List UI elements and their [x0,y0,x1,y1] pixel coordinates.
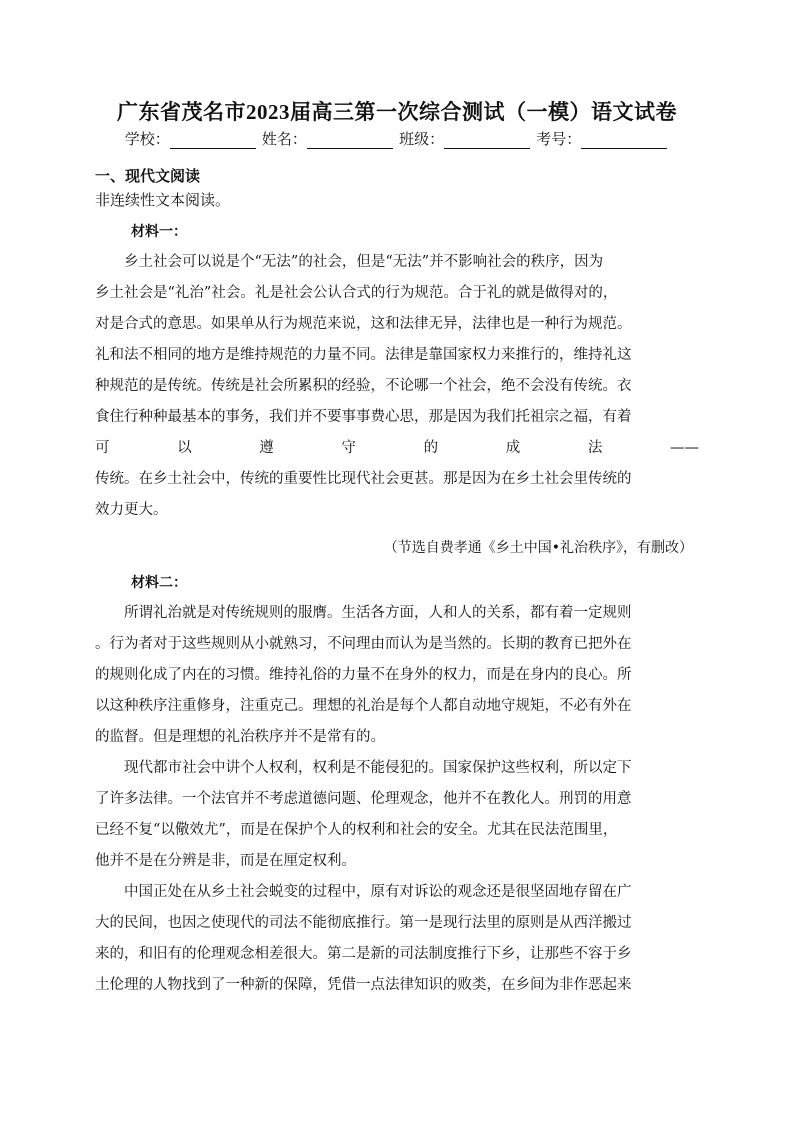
text-line: 中国正处在从乡土社会蜕变的过程中，原有对诉讼的观念还是很坚固地存留在广 [95,884,632,900]
text-line: 效力更大。 [95,502,168,518]
school-label: 学校： [124,131,170,148]
class-blank[interactable] [444,132,530,149]
text-line: 乡土社会可以说是个“无法”的社会，但是“无法”并不影响社会的秩序，因为 [95,254,604,270]
section-instruction: 非连续性文本阅读。 [95,192,231,209]
text-line: 乡土社会是“礼治”社会。礼是社会公认合式的行为规范。合于礼的就是做得对的， [95,285,618,301]
material1-source: （节选自费孝通《乡土中国•礼治秩序》，有删改） [383,540,693,556]
text-line: 。行为者对于这些规则从小就熟习，不问理由而认为是当然的。长期的教育已把外在 [95,636,632,652]
name-label: 姓名： [261,131,307,148]
exam-title: 广东省茂名市2023届高三第一次综合测试（一模）语文试卷 [117,100,677,124]
student-info-line [0,128,794,149]
name-blank[interactable] [307,132,393,149]
text-line: 以这种秩序注重修身，注重克己。理想的礼治是每个人都自动地守规矩，不必有外在 [95,698,632,714]
text-line: 种规范的是传统。传统是社会所累积的经验，不论哪一个社会，绝不会没有传统。衣 [95,378,632,394]
class-label: 班级： [399,131,445,148]
text-line: 他并不是在分辨是非，而是在厘定权利。 [95,853,356,869]
text-line: 现代都市社会中讲个人权利，权利是不能侵犯的。国家保护这些权利，所以定下 [95,760,632,776]
school-blank[interactable] [170,132,256,149]
text-line: 所谓礼治就是对传统规则的服膺。生活各方面，人和人的关系，都有着一定规则 [95,605,632,621]
text-line: 大的民间，也因之使现代的司法不能彻底推行。第一是现行法里的原则是从西洋搬过 [95,915,632,931]
exam-number-blank[interactable] [581,132,667,149]
material1-label: 材料一： [131,224,187,240]
text-line: 土伦理的人物找到了一种新的保障，凭借一点法律知识的败类，在乡间为非作恶起来 [95,977,632,993]
text-line: 来的，和旧有的伦理观念相差很大。第二是新的司法制度推行下乡，让那些不容于乡 [95,946,632,962]
material2-label: 材料二： [131,575,187,591]
text-line-justified: 可以遵守的成法—— [95,440,699,456]
text-line: 传统。在乡土社会中，传统的重要性比现代社会更甚。那是因为在乡土社会里传统的 [95,471,632,487]
text-line: 礼和法不相同的地方是维持规范的力量不同。法律是靠国家权力来推行的，维持礼这 [95,347,632,363]
section-heading: 一、现代文阅读 [95,168,201,185]
text-line: 了许多法律。一个法官并不考虑道德问题、伦理观念，他并不在教化人。刑罚的用意 [95,791,632,807]
text-line: 已经不复“以儆效尤”，而是在保护个人的权利和社会的安全。尤其在民法范围里， [95,822,618,838]
exam-number-label: 考号： [536,131,582,148]
text-line: 对是合式的意思。如果单从行为规范来说，这和法律无异，法律也是一种行为规范。 [95,316,632,332]
text-line: 的规则化成了内在的习惯。维持礼俗的力量不在身外的权力，而是在身内的良心。所 [95,667,632,683]
text-line: 的监督。但是理想的礼治秩序并不是常有的。 [95,729,385,745]
text-line: 食住行种种最基本的事务，我们并不要事事费心思，那是因为我们托祖宗之福，有着 [95,409,632,425]
